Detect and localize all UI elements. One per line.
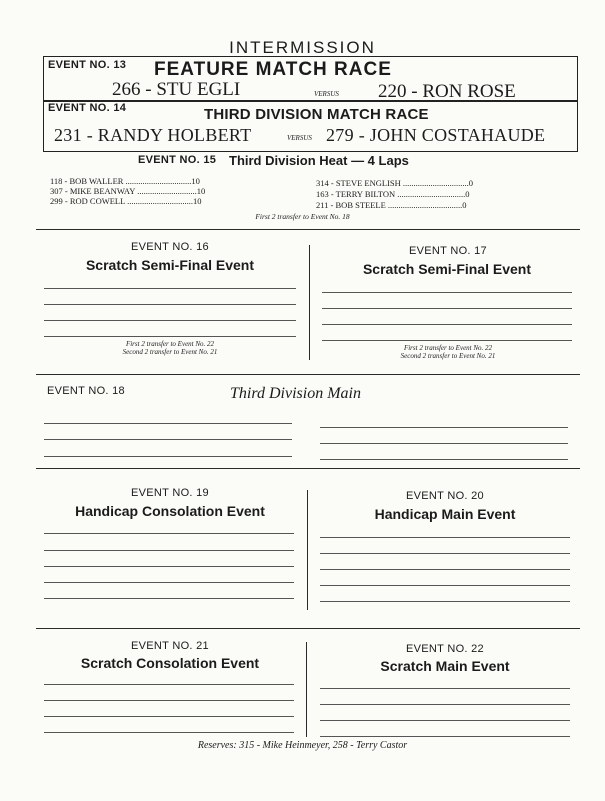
write-in-line (44, 304, 296, 305)
event-22-title: Scratch Main Event (380, 658, 510, 674)
write-in-line (320, 688, 570, 689)
event-14-right-driver: 279 - JOHN COSTAHAUDE (326, 125, 546, 145)
event-21-title: Scratch Consolation Event (80, 655, 260, 671)
event-15-heat-row: 118 - BOB WALLER ...............................10 (50, 176, 200, 186)
event-14-box (43, 100, 578, 152)
event-14-versus: VERSUS (287, 134, 312, 142)
write-in-line (44, 423, 292, 424)
write-in-line (322, 340, 572, 341)
event-13-versus: VERSUS (314, 90, 339, 98)
write-in-line (322, 324, 572, 325)
column-divider (307, 490, 308, 610)
event-17-label: EVENT NO. 17 (409, 245, 487, 257)
section-divider (36, 468, 580, 469)
write-in-line (44, 439, 292, 440)
event-13-box (43, 56, 578, 102)
write-in-line (44, 700, 294, 701)
write-in-line (320, 569, 570, 570)
event-18-title: Third Division Main (230, 385, 361, 402)
write-in-line (320, 720, 570, 721)
event-17-note-2: Second 2 transfer to Event No. 21 (400, 352, 496, 360)
event-14-label: EVENT NO. 14 (48, 102, 127, 114)
write-in-line (320, 736, 570, 737)
write-in-line (320, 585, 570, 586)
event-16-label: EVENT NO. 16 (131, 241, 209, 253)
write-in-line (322, 292, 572, 293)
write-in-line (44, 320, 296, 321)
write-in-line (320, 704, 570, 705)
event-13-title: FEATURE MATCH RACE (154, 59, 392, 80)
event-14-title: THIRD DIVISION MATCH RACE (204, 106, 429, 123)
write-in-line (44, 566, 294, 567)
event-13-left-driver: 266 - STU EGLI (112, 79, 241, 100)
write-in-line (44, 288, 296, 289)
event-15-label: EVENT NO. 15 (138, 154, 217, 166)
event-21-label: EVENT NO. 21 (131, 640, 209, 652)
page-title: INTERMISSION (229, 38, 376, 57)
event-14-left-driver: 231 - RANDY HOLBERT (54, 125, 252, 145)
event-15-transfer-note: First 2 transfer to Event No. 18 (255, 212, 350, 221)
write-in-line (44, 582, 294, 583)
event-20-title: Handicap Main Event (374, 506, 516, 522)
reserves-note: Reserves: 315 - Mike Heinmeyer, 258 - Terry Castor (197, 740, 408, 751)
event-13-label: EVENT NO. 13 (48, 59, 127, 71)
event-15-heat-row: 163 - TERRY BILTON ................................0 (316, 189, 470, 199)
event-17-title: Scratch Semi-Final Event (362, 261, 532, 277)
write-in-line (44, 456, 292, 457)
event-15-title: Third Division Heat — 4 Laps (229, 153, 409, 168)
section-divider (36, 229, 580, 230)
write-in-line (44, 533, 294, 534)
write-in-line (320, 443, 568, 444)
event-17-note-1: First 2 transfer to Event No. 22 (403, 344, 493, 352)
write-in-line (44, 550, 294, 551)
event-19-label: EVENT NO. 19 (131, 487, 209, 499)
event-19-title: Handicap Consolation Event (75, 503, 265, 519)
event-15-heat-row: 314 - STEVE ENGLISH ...............................0 (316, 178, 474, 188)
write-in-line (320, 601, 570, 602)
event-13-right-driver: 220 - RON ROSE (378, 81, 516, 102)
event-18-label: EVENT NO. 18 (47, 385, 125, 397)
write-in-line (44, 684, 294, 685)
write-in-line (44, 732, 294, 733)
event-22-label: EVENT NO. 22 (406, 643, 484, 655)
write-in-line (44, 336, 296, 337)
event-16-note-1: First 2 transfer to Event No. 22 (125, 340, 215, 348)
write-in-line (320, 459, 568, 460)
event-15-heat-row: 299 - ROD COWELL ...............................10 (50, 196, 202, 206)
write-in-line (320, 537, 570, 538)
event-16-note-2: Second 2 transfer to Event No. 21 (122, 348, 218, 356)
write-in-line (322, 308, 572, 309)
event-15-heat-row: 211 - BOB STEELE ...................................0 (316, 200, 467, 210)
event-20-label: EVENT NO. 20 (406, 490, 484, 502)
write-in-line (320, 427, 568, 428)
section-divider (36, 628, 580, 629)
column-divider (306, 642, 307, 737)
event-15-heat-row: 307 - MIKE BEANWAY ............................10 (50, 186, 206, 196)
write-in-line (320, 553, 570, 554)
write-in-line (44, 598, 294, 599)
column-divider (309, 245, 310, 360)
section-divider (36, 374, 580, 375)
event-16-title: Scratch Semi-Final Event (85, 257, 255, 273)
write-in-line (44, 716, 294, 717)
